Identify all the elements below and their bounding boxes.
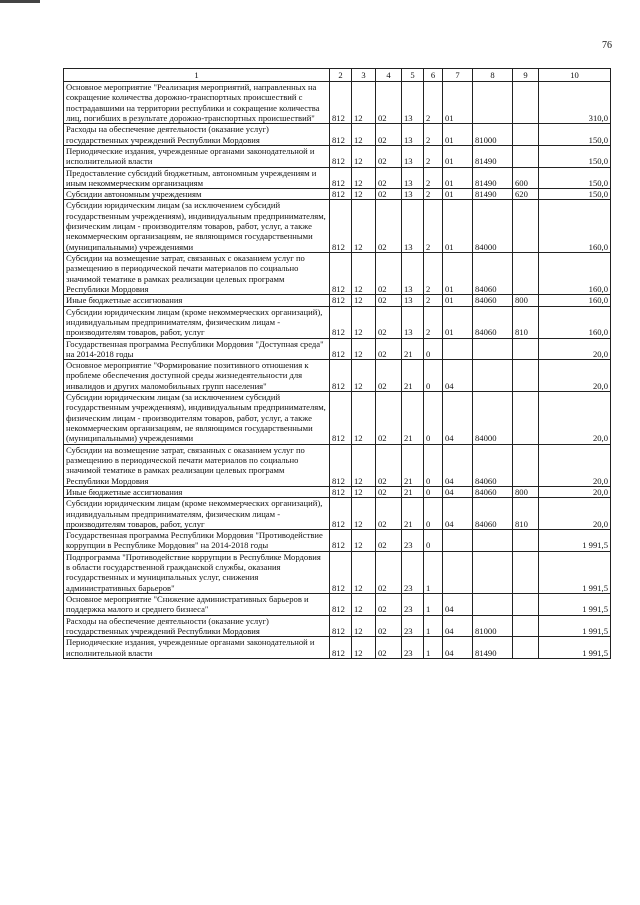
code-cell: 01 (443, 295, 473, 306)
amount-cell: 1 991,5 (539, 530, 611, 552)
row-name-cell: Субсидии на возмещение затрат, связанных с оказанием услуг по размещению в периодической печати материалов по социально значимой тематике в рамках реализации целевых программ Республики Мордовия (64, 444, 330, 486)
row-name-cell: Расходы на обеспечение деятельности (оказание услуг) государственных учреждений Республики Мордовия (64, 124, 330, 146)
amount-cell: 1 991,5 (539, 551, 611, 593)
code-cell: 2 (424, 82, 443, 124)
code-cell: 812 (330, 444, 352, 486)
code-cell: 84000 (473, 200, 513, 253)
code-cell: 13 (402, 124, 424, 146)
col-header: 1 (64, 69, 330, 82)
row-name-cell: Иные бюджетные ассигнования (64, 295, 330, 306)
amount-cell: 160,0 (539, 306, 611, 338)
header-row (64, 69, 611, 82)
row-name-cell: Государственная программа Республики Мордовия "Противодействие коррупции в Республике Мордовия" на 2014-2018 годы (64, 530, 330, 552)
code-cell: 04 (443, 615, 473, 637)
code-cell: 04 (443, 594, 473, 616)
code-cell: 23 (402, 551, 424, 593)
col-header: 5 (402, 69, 424, 82)
col-header: 2 (330, 69, 352, 82)
col-header: 7 (443, 69, 473, 82)
code-cell: 84060 (473, 486, 513, 497)
code-cell: 02 (376, 486, 402, 497)
code-cell: 04 (443, 360, 473, 392)
code-cell: 12 (352, 530, 376, 552)
code-cell: 81490 (473, 637, 513, 659)
code-cell: 812 (330, 253, 352, 295)
code-cell: 21 (402, 444, 424, 486)
code-cell: 812 (330, 306, 352, 338)
code-cell: 812 (330, 124, 352, 146)
amount-cell: 1 991,5 (539, 637, 611, 659)
code-cell: 12 (352, 253, 376, 295)
code-cell: 21 (402, 338, 424, 360)
code-cell: 84000 (473, 392, 513, 445)
amount-cell: 20,0 (539, 338, 611, 360)
code-cell (513, 338, 539, 360)
amount-cell: 150,0 (539, 124, 611, 146)
code-cell: 02 (376, 594, 402, 616)
code-cell (473, 530, 513, 552)
code-cell (443, 551, 473, 593)
table-row (64, 82, 611, 124)
row-name-cell: Основное мероприятие "Формирование позитивного отношения к проблеме обеспечения доступной среды жизнедеятельности для инвалидов и других маломобильных групп населения" (64, 360, 330, 392)
code-cell: 812 (330, 486, 352, 497)
code-cell: 01 (443, 82, 473, 124)
code-cell: 02 (376, 530, 402, 552)
code-cell: 812 (330, 145, 352, 167)
code-cell: 12 (352, 167, 376, 189)
table-row (64, 615, 611, 637)
code-cell: 02 (376, 637, 402, 659)
code-cell: 84060 (473, 498, 513, 530)
code-cell: 12 (352, 338, 376, 360)
code-cell: 81490 (473, 189, 513, 200)
amount-cell: 150,0 (539, 145, 611, 167)
code-cell: 01 (443, 167, 473, 189)
code-cell: 1 (424, 615, 443, 637)
scan-artifact (0, 0, 40, 3)
col-header: 9 (513, 69, 539, 82)
row-name-cell: Расходы на обеспечение деятельности (оказание услуг) государственных учреждений Республики Мордовия (64, 615, 330, 637)
code-cell: 800 (513, 486, 539, 497)
code-cell: 12 (352, 594, 376, 616)
code-cell: 812 (330, 360, 352, 392)
code-cell: 12 (352, 189, 376, 200)
code-cell: 23 (402, 615, 424, 637)
code-cell (473, 594, 513, 616)
row-name-cell: Основное мероприятие "Реализация мероприятий, направленных на сокращение количества дорожно-транспортных происшествий с пострадавшими на территории республики и сокращение количества лиц, погибших в результате дорожно-транспортных происшествий" (64, 82, 330, 124)
amount-cell: 20,0 (539, 498, 611, 530)
code-cell: 812 (330, 189, 352, 200)
code-cell: 0 (424, 498, 443, 530)
code-cell: 0 (424, 338, 443, 360)
code-cell: 04 (443, 444, 473, 486)
code-cell (513, 145, 539, 167)
code-cell: 0 (424, 530, 443, 552)
col-header: 8 (473, 69, 513, 82)
code-cell: 2 (424, 124, 443, 146)
code-cell: 812 (330, 200, 352, 253)
code-cell: 12 (352, 295, 376, 306)
col-header: 3 (352, 69, 376, 82)
row-name-cell: Основное мероприятие "Снижение административных барьеров и поддержка малого и среднего бизнеса" (64, 594, 330, 616)
code-cell: 812 (330, 551, 352, 593)
code-cell: 81000 (473, 124, 513, 146)
col-header: 6 (424, 69, 443, 82)
code-cell (473, 82, 513, 124)
code-cell: 0 (424, 486, 443, 497)
code-cell: 13 (402, 167, 424, 189)
code-cell: 02 (376, 82, 402, 124)
row-name-cell: Субсидии юридическим лицам (за исключением субсидий государственным учреждениям), индивидуальным предпринимателям, физическим лицам - производителям товаров, работ, услуг, а также некоммерческим организациям, не являющимся государственными (муниципальными) учреждениями (64, 392, 330, 445)
col-header: 4 (376, 69, 402, 82)
code-cell: 812 (330, 637, 352, 659)
code-cell (443, 530, 473, 552)
table-row (64, 145, 611, 167)
code-cell: 13 (402, 145, 424, 167)
code-cell: 812 (330, 498, 352, 530)
code-cell: 2 (424, 145, 443, 167)
code-cell: 21 (402, 486, 424, 497)
row-name-cell: Субсидии на возмещение затрат, связанных с оказанием услуг по размещению в периодической печати материалов по социально значимой тематике в рамках реализации целевых программ Республики Мордовия (64, 253, 330, 295)
amount-cell: 150,0 (539, 167, 611, 189)
row-name-cell: Подпрограмма "Противодействие коррупции в Республике Мордовия в области государственной гражданской службы, оказания государственных и муниципальных услуг, снижения административных барьеров" (64, 551, 330, 593)
code-cell: 21 (402, 392, 424, 445)
code-cell: 81490 (473, 145, 513, 167)
code-cell: 12 (352, 145, 376, 167)
code-cell: 01 (443, 189, 473, 200)
code-cell: 812 (330, 594, 352, 616)
table-row (64, 360, 611, 392)
table-row (64, 486, 611, 497)
code-cell: 01 (443, 200, 473, 253)
code-cell: 01 (443, 124, 473, 146)
code-cell: 1 (424, 594, 443, 616)
table-row (64, 338, 611, 360)
code-cell: 13 (402, 306, 424, 338)
amount-cell: 1 991,5 (539, 615, 611, 637)
code-cell (473, 338, 513, 360)
amount-cell: 160,0 (539, 253, 611, 295)
table-row (64, 637, 611, 659)
code-cell: 04 (443, 637, 473, 659)
code-cell: 23 (402, 530, 424, 552)
code-cell: 812 (330, 295, 352, 306)
code-cell: 12 (352, 637, 376, 659)
code-cell (513, 615, 539, 637)
code-cell: 01 (443, 253, 473, 295)
code-cell: 812 (330, 167, 352, 189)
table-row (64, 124, 611, 146)
code-cell: 01 (443, 145, 473, 167)
table-row (64, 306, 611, 338)
amount-cell: 150,0 (539, 189, 611, 200)
col-header: 10 (539, 69, 611, 82)
code-cell: 23 (402, 594, 424, 616)
code-cell: 01 (443, 306, 473, 338)
row-name-cell: Периодические издания, учрежденные органами законодательной и исполнительной власти (64, 637, 330, 659)
code-cell: 800 (513, 295, 539, 306)
code-cell (513, 124, 539, 146)
code-cell: 04 (443, 392, 473, 445)
table-row (64, 295, 611, 306)
code-cell: 02 (376, 498, 402, 530)
code-cell: 12 (352, 498, 376, 530)
code-cell: 02 (376, 189, 402, 200)
table-row (64, 498, 611, 530)
code-cell: 84060 (473, 444, 513, 486)
code-cell: 1 (424, 637, 443, 659)
table-row (64, 189, 611, 200)
amount-cell: 160,0 (539, 200, 611, 253)
code-cell (513, 530, 539, 552)
code-cell: 02 (376, 167, 402, 189)
table-row (64, 444, 611, 486)
page-number: 76 (602, 40, 612, 51)
code-cell (473, 551, 513, 593)
code-cell: 02 (376, 253, 402, 295)
code-cell (513, 82, 539, 124)
code-cell (513, 551, 539, 593)
code-cell: 02 (376, 338, 402, 360)
code-cell (513, 253, 539, 295)
table-row (64, 594, 611, 616)
code-cell: 600 (513, 167, 539, 189)
code-cell: 23 (402, 637, 424, 659)
row-name-cell: Субсидии юридическим лицам (кроме некоммерческих организаций), индивидуальным предпринимателям, физическим лицам - производителям товаров, работ, услуг (64, 306, 330, 338)
code-cell: 02 (376, 551, 402, 593)
code-cell (513, 392, 539, 445)
code-cell (513, 637, 539, 659)
amount-cell: 1 991,5 (539, 594, 611, 616)
table-row (64, 392, 611, 445)
code-cell: 84060 (473, 306, 513, 338)
code-cell: 02 (376, 306, 402, 338)
code-cell: 12 (352, 486, 376, 497)
code-cell: 2 (424, 167, 443, 189)
code-cell: 0 (424, 360, 443, 392)
code-cell: 812 (330, 392, 352, 445)
table-row (64, 167, 611, 189)
code-cell: 02 (376, 145, 402, 167)
code-cell: 12 (352, 306, 376, 338)
row-name-cell: Государственная программа Республики Мордовия "Доступная среда" на 2014-2018 годы (64, 338, 330, 360)
code-cell: 12 (352, 444, 376, 486)
code-cell: 812 (330, 82, 352, 124)
amount-cell: 160,0 (539, 295, 611, 306)
code-cell: 02 (376, 200, 402, 253)
code-cell: 12 (352, 82, 376, 124)
code-cell: 84060 (473, 253, 513, 295)
code-cell: 02 (376, 124, 402, 146)
code-cell: 12 (352, 615, 376, 637)
row-name-cell: Субсидии юридическим лицам (кроме некоммерческих организаций), индивидуальным предпринимателям, физическим лицам - производителям товаров, работ, услуг (64, 498, 330, 530)
code-cell: 12 (352, 360, 376, 392)
budget-table (63, 68, 611, 659)
code-cell: 02 (376, 444, 402, 486)
code-cell: 620 (513, 189, 539, 200)
code-cell: 810 (513, 498, 539, 530)
code-cell: 81000 (473, 615, 513, 637)
code-cell: 812 (330, 615, 352, 637)
code-cell: 0 (424, 444, 443, 486)
code-cell: 21 (402, 360, 424, 392)
table-row (64, 551, 611, 593)
code-cell (513, 360, 539, 392)
code-cell: 13 (402, 82, 424, 124)
code-cell: 02 (376, 295, 402, 306)
code-cell (513, 444, 539, 486)
row-name-cell: Периодические издания, учрежденные органами законодательной и исполнительной власти (64, 145, 330, 167)
code-cell: 812 (330, 338, 352, 360)
code-cell: 81490 (473, 167, 513, 189)
code-cell: 0 (424, 392, 443, 445)
row-name-cell: Иные бюджетные ассигнования (64, 486, 330, 497)
table-row (64, 200, 611, 253)
code-cell: 12 (352, 200, 376, 253)
code-cell: 12 (352, 124, 376, 146)
code-cell: 12 (352, 392, 376, 445)
code-cell (473, 360, 513, 392)
code-cell: 84060 (473, 295, 513, 306)
code-cell: 02 (376, 615, 402, 637)
code-cell: 13 (402, 189, 424, 200)
code-cell: 2 (424, 253, 443, 295)
row-name-cell: Субсидии юридическим лицам (за исключением субсидий государственным учреждениям), индивидуальным предпринимателям, физическим лицам - производителям товаров, работ, услуг, а также некоммерческим организациям, не являющимся государственными (муниципальными) учреждениями (64, 200, 330, 253)
code-cell: 1 (424, 551, 443, 593)
code-cell (443, 338, 473, 360)
amount-cell: 20,0 (539, 360, 611, 392)
code-cell: 21 (402, 498, 424, 530)
code-cell: 812 (330, 530, 352, 552)
code-cell: 2 (424, 295, 443, 306)
code-cell: 13 (402, 253, 424, 295)
amount-cell: 20,0 (539, 444, 611, 486)
amount-cell: 310,0 (539, 82, 611, 124)
code-cell (513, 594, 539, 616)
amount-cell: 20,0 (539, 486, 611, 497)
code-cell: 02 (376, 360, 402, 392)
table-row (64, 530, 611, 552)
code-cell: 810 (513, 306, 539, 338)
code-cell: 02 (376, 392, 402, 445)
code-cell: 13 (402, 200, 424, 253)
table-row (64, 253, 611, 295)
row-name-cell: Предоставление субсидий бюджетным, автономным учреждениям и иным некоммерческим организациям (64, 167, 330, 189)
code-cell: 12 (352, 551, 376, 593)
code-cell: 04 (443, 498, 473, 530)
code-cell: 13 (402, 295, 424, 306)
code-cell: 04 (443, 486, 473, 497)
row-name-cell: Субсидии автономным учреждениям (64, 189, 330, 200)
code-cell (513, 200, 539, 253)
code-cell: 2 (424, 306, 443, 338)
code-cell: 2 (424, 200, 443, 253)
amount-cell: 20,0 (539, 392, 611, 445)
code-cell: 2 (424, 189, 443, 200)
